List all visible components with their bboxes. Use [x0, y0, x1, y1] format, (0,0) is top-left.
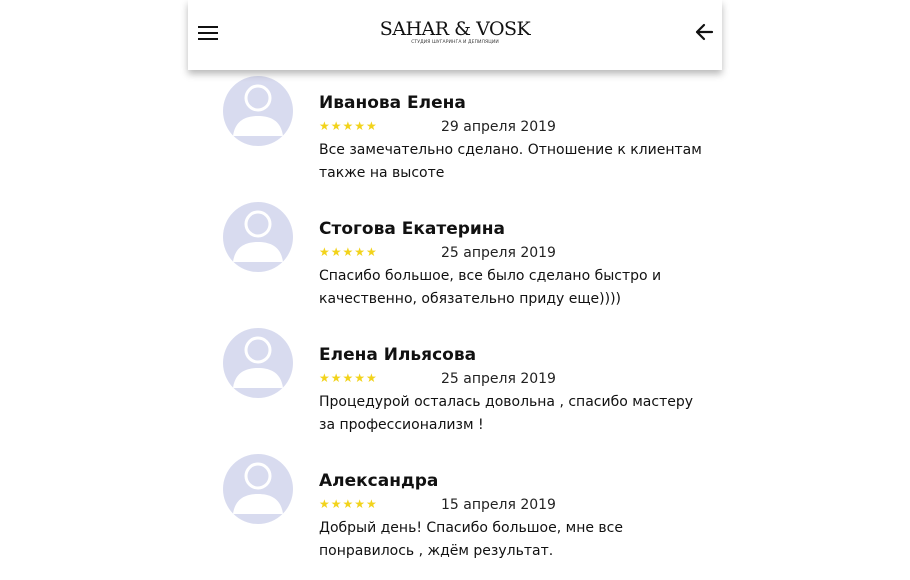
arrow-left-icon[interactable]: [694, 22, 714, 42]
avatar: [223, 202, 293, 272]
rating-stars: ★★★★★: [319, 119, 378, 133]
reviewer-name: Александра: [319, 471, 439, 491]
review-meta: [319, 369, 703, 391]
reviewer-name: Иванова Елена: [319, 93, 466, 113]
rating-stars: ★★★★★: [319, 497, 378, 511]
review-content: [319, 218, 703, 311]
avatar: [223, 328, 293, 398]
avatar: [223, 76, 293, 146]
brand-logo[interactable]: [188, 18, 722, 46]
review-text: Спасибо большое, все было сделано быстро и качественно, обязательно приду еще)))): [319, 268, 662, 307]
logo-subtitle: СТУДИЯ ШУГАРИНГА И ДЕПИЛЯЦИИ: [411, 40, 499, 45]
review-content: [319, 92, 703, 185]
review-meta: [319, 495, 703, 517]
reviews-screen: [188, 0, 722, 580]
review-content: [319, 344, 703, 437]
reviews-list: [223, 76, 703, 580]
review-date: 15 апреля 2019: [441, 497, 556, 513]
review-card: [223, 328, 703, 454]
logo-title: SAHAR & VOSK: [379, 18, 531, 40]
review-text: Добрый день! Спасибо большое, мне все понравилось , ждём результат.: [319, 520, 623, 559]
reviewer-name: Стогова Екатерина: [319, 219, 506, 239]
review-card: [223, 202, 703, 328]
review-text: Все замечательно сделано. Отношение к клиентам также на высоте: [319, 142, 702, 181]
avatar: [223, 454, 293, 524]
review-date: 29 апреля 2019: [441, 119, 556, 135]
reviewer-name: Елена Ильясова: [319, 345, 477, 365]
review-text: Процедурой осталась довольна , спасибо мастеру за профессионализм !: [319, 394, 694, 433]
review-meta: [319, 117, 703, 139]
rating-stars: ★★★★★: [319, 245, 378, 259]
review-card: [223, 76, 703, 202]
review-date: 25 апреля 2019: [441, 245, 556, 261]
rating-stars: ★★★★★: [319, 371, 378, 385]
review-meta: [319, 243, 703, 265]
header: [188, 0, 722, 70]
review-content: [319, 470, 703, 563]
review-card: [223, 454, 703, 580]
review-date: 25 апреля 2019: [441, 371, 556, 387]
